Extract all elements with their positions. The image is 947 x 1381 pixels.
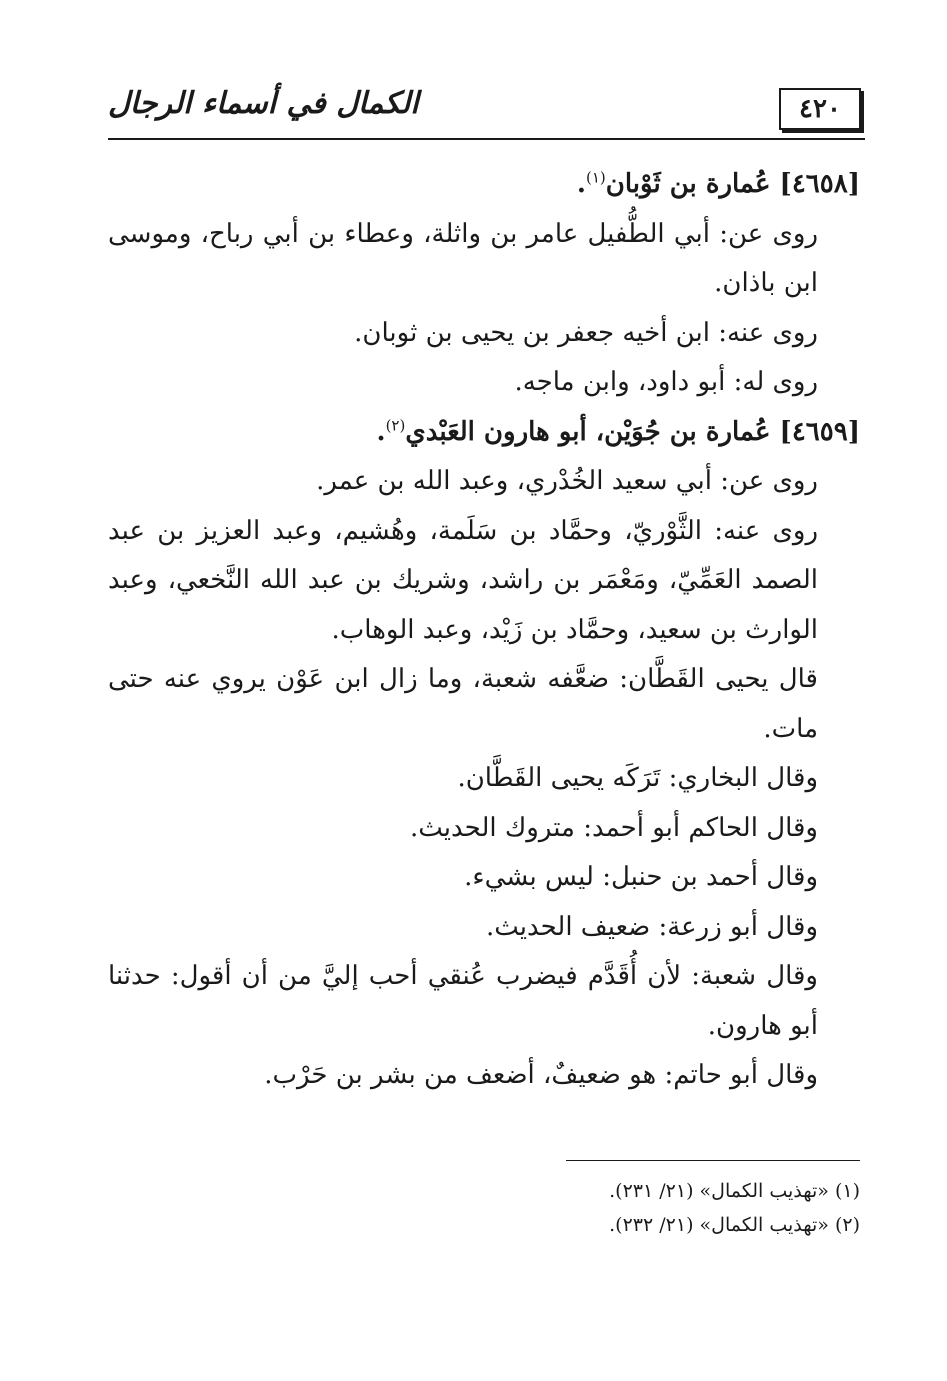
paragraph: روى عنه: ابن أخيه جعفر بن يحيى بن ثوبان. [354,317,818,348]
paragraph: روى عن: أبي سعيد الخُدْري، وعبد الله بن عمر. [316,466,818,496]
paragraph: روى عن: أبي الطُّفيل عامر بن واثلة، وعطاء بن أبي رباح، وموسى ابن باذان. [108,218,818,298]
main-text [108,160,860,1101]
entry-heading [108,160,860,210]
footnotes [400,1174,860,1242]
paragraph: روى عنه: الثَّوْريّ، وحمَّاد بن سَلَمة، وهُشيم، وعبد العزيز بن عبد الصمد العَمِّيّ، ومَعْمَر بن راشد، وشريك بن عبد الله النَّخعي، وعبد الوارث بن سعيد، وحمَّاد بن زَيْد، وعبد الوهاب. [108,515,818,645]
footnote: (٢) «تهذيب الكمال» (٢١/ ٢٣٢). [609,1214,860,1236]
paragraph: قال يحيى القَطَّان: ضعَّفه شعبة، وما زال ابن عَوْن يروي عنه حتى مات. [108,664,818,744]
paragraph: وقال أبو زرعة: ضعيف الحديث. [485,911,818,942]
footnote: (١) «تهذيب الكمال» (٢١/ ٢٣١). [609,1180,860,1202]
page-header [108,82,865,140]
entry-heading [108,408,860,458]
footnote-rule [566,1160,860,1161]
heading-period: . [576,169,586,199]
entry-heading-text: [٤٦٥٩] عُمارة بن جُوَيْن، أبو هارون العَبْدي [405,416,860,447]
paragraph: روى له: أبو داود، وابن ماجه. [514,367,818,397]
heading-period: . [376,416,386,447]
entry-heading-text: [٤٦٥٨] عُمارة بن ثَوْبان [605,169,860,199]
paragraph: وقال أبو حاتم: هو ضعيفٌ، أضعف من بشر بن حَرْب. [264,1060,818,1090]
paragraph: وقال شعبة: لأن أُقَدَّم فيضرب عُنقي أحب إليَّ من أن أقول: حدثنا أبو هارون. [108,961,818,1041]
footnote-ref: (٢) [385,415,406,434]
footnote-ref: (١) [585,168,606,187]
header-rule [108,138,865,140]
paragraph: وقال البخاري: تَرَكَه يحيى القَطَّان. [457,763,818,793]
running-title: الكمال في أسماء الرجال [108,86,419,121]
paragraph: وقال أحمد بن حنبل: ليس بشيء. [464,862,818,892]
paragraph: وقال الحاكم أبو أحمد: متروك الحديث. [410,812,818,843]
page-number: ٤٢٠ [779,88,861,130]
